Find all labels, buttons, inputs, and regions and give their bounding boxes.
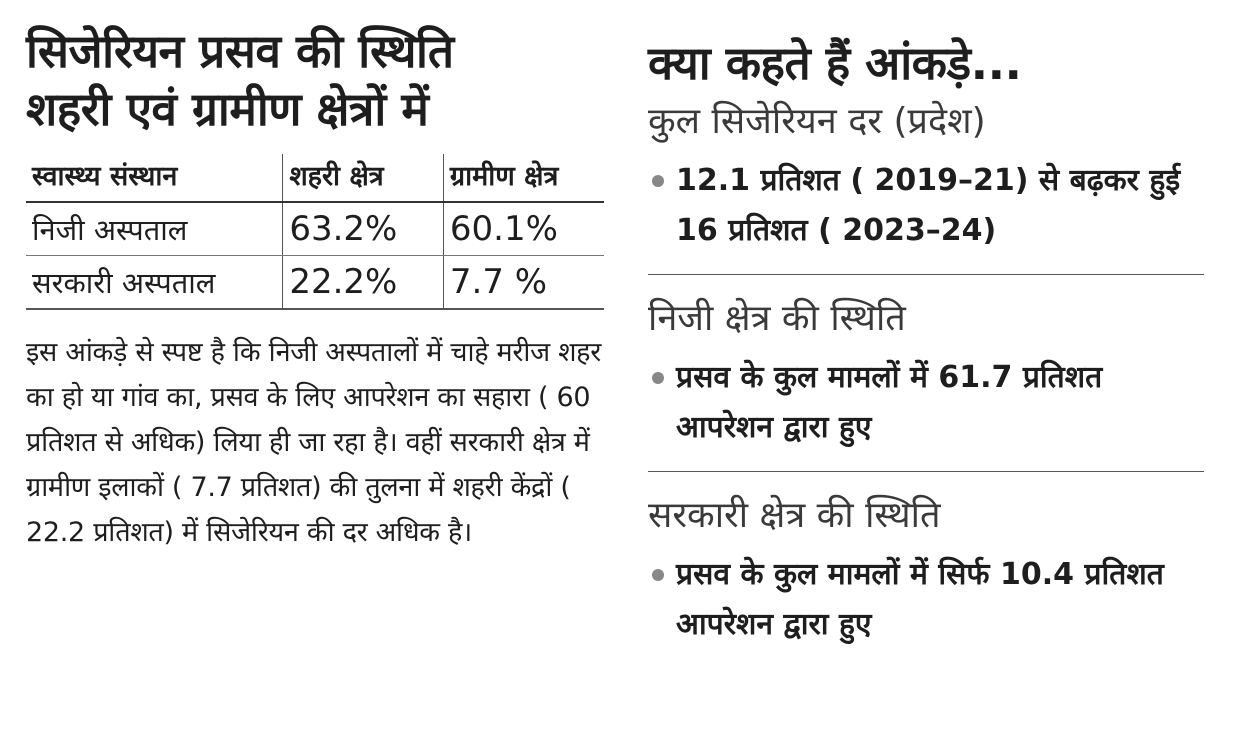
left-column [26, 22, 606, 555]
explanation-paragraph: इस आंकड़े से स्पष्ट है कि निजी अस्पतालों में चाहे मरीज शहर का हो या गांव का, प्रसव के लिए आपरेशन का सहारा ( 60 प्रतिशत से अधिक) लिया ही जा रहा है। वहीं सरकारी क्षेत्र में ग्रामीण इलाकों ( 7.7 प्रतिशत) की तुलना में शहरी केंद्रों ( 22.2 प्रतिशत) में सिजेरियन की दर अधिक है। [26, 337, 601, 548]
cell-government-rural: 7.7 % [443, 256, 604, 310]
row-label-government: सरकारी अस्पताल [26, 256, 283, 310]
left-title [26, 22, 606, 138]
table-header-row [26, 154, 604, 202]
table-row [26, 202, 604, 256]
section-title-government: सरकारी क्षेत्र की स्थिति [648, 495, 941, 536]
bullet-dot-icon [652, 175, 664, 187]
list-item [648, 550, 1204, 650]
what-data-says-heading: क्या कहते हैं आंकड़े... [648, 36, 1022, 90]
bullet-dot-icon [652, 569, 664, 581]
cell-government-urban: 22.2% [283, 256, 444, 310]
section-total-rate [648, 98, 1204, 275]
list-item [648, 156, 1204, 256]
title-line-1: सिजेरियन प्रसव की स्थिति [26, 24, 454, 78]
bullet-dot-icon [652, 372, 664, 384]
cell-private-urban: 63.2% [283, 202, 444, 256]
header-rural: ग्रामीण क्षेत्र [443, 154, 604, 202]
section-private-sector [648, 295, 1204, 472]
row-label-private: निजी अस्पताल [26, 202, 283, 256]
section-government-sector [648, 492, 1204, 668]
header-institution: स्वास्थ्य संस्थान [26, 154, 283, 202]
bullet-text-private: प्रसव के कुल मामलों में 61.7 प्रतिशत आपरेशन द्वारा हुए [676, 360, 1103, 445]
bullet-text-total-rate: 12.1 प्रतिशत ( 2019–21) से बढ़कर हुई 16 प्रतिशत ( 2023–24) [676, 163, 1181, 248]
title-line-2: शहरी एवं ग्रामीण क्षेत्रों में [26, 82, 429, 136]
header-urban: शहरी क्षेत्र [283, 154, 444, 202]
bullet-text-government: प्रसव के कुल मामलों में सिर्फ 10.4 प्रतिशत आपरेशन द्वारा हुए [676, 557, 1164, 642]
table-row [26, 256, 604, 310]
list-item [648, 353, 1204, 453]
section-title-private: निजी क्षेत्र की स्थिति [648, 298, 906, 339]
section-title-total-rate: कुल सिजेरियन दर (प्रदेश) [648, 101, 986, 142]
caesarean-table [26, 154, 604, 310]
cell-private-rural: 60.1% [443, 202, 604, 256]
right-column [648, 22, 1208, 688]
